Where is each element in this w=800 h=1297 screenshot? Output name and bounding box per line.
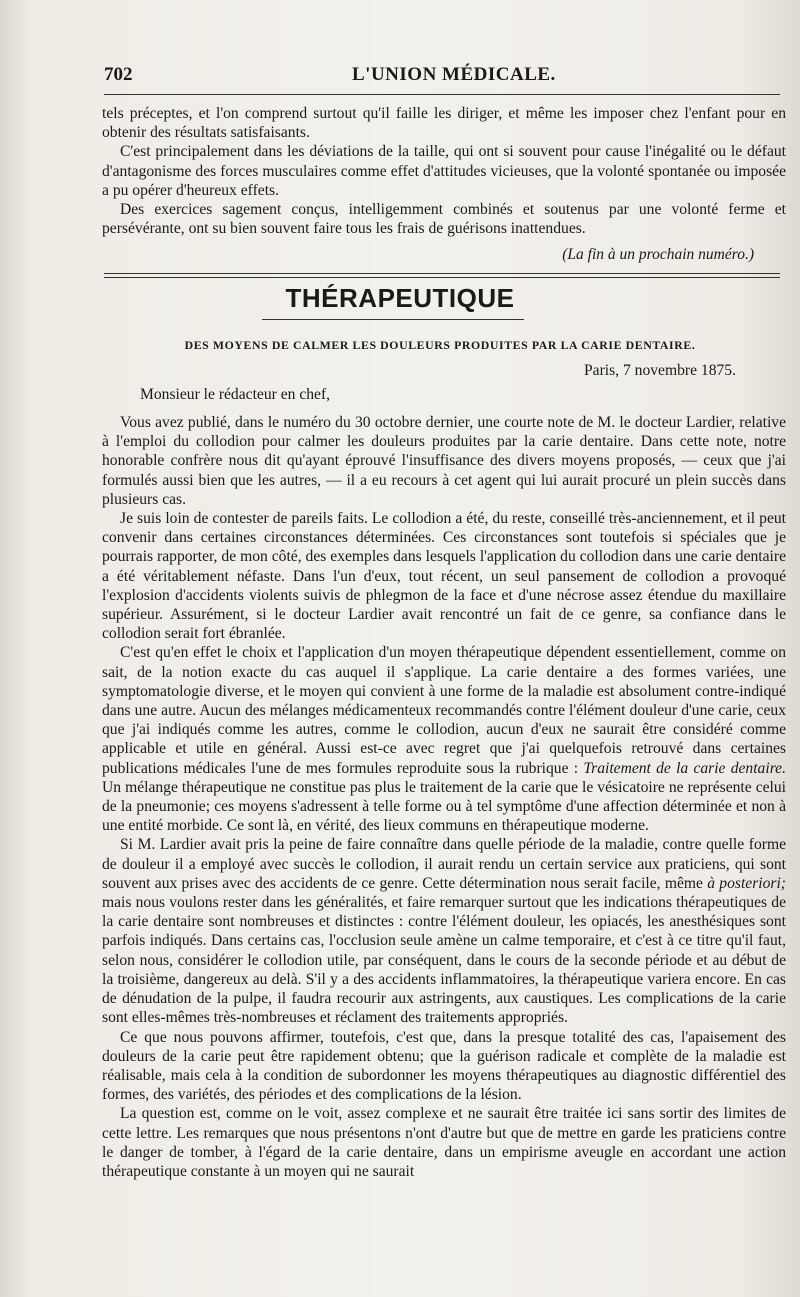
article-paragraph: Ce que nous pouvons affirmer, toutefois, c'est que, dans la presque totalité des cas, l'apaisement des douleurs de la carie peut être rapidement obtenu; que la guérison radicale et complète de la maladie est réalisable, mais cela à la condition de subordonner les moyens thérapeutiques au diagnostic différentiel des formes, des variétés, des périodes et des complications de la lésion. xyxy=(102,1028,786,1104)
page-number: 702 xyxy=(104,64,133,85)
article-paragraph: La question est, comme on le voit, assez complexe et ne saurait être traitée ici sans sortir des limites de cette lettre. Les remarques que nous présentons n'ont d'autre but que de mettre en garde les praticiens contre le danger de tomber, à l'égard de la carie dentaire, dans un empirisme aveugle en accordant une action thérapeutique constante à un moyen qui ne saurait xyxy=(102,1105,786,1180)
paragraph-text: Un mélange thérapeutique ne constitue pas plus le traitement de la carie que le vésicatoire ne représente celui de la pneumonie; ces moyens s'adressent à telle forme ou à tel symptôme d'une affection déterminée et non à une entité morbide. Ce sont là, en vérité, des lieux communs en thérapeutique moderne. xyxy=(102,778,786,835)
article-body xyxy=(102,413,786,1181)
section-heading: THÉRAPEUTIQUE xyxy=(285,283,515,313)
paragraph-text: C'est qu'en effet le choix et l'application d'un moyen thérapeutique dépendent essentiellement, comme on sait, de la notion exacte du cas auquel il s'applique. La carie dentaire a des formes variées, une symptomatologie diverse, et le moyen qui convient à une forme de la maladie est absolument contre-indiqué dans une autre. Aucun des mélanges médicamenteux recommandés contre l'élément douleur d'une carie, ceux que j'ai indiqués comme les autres, comme le collodion, aucun d'eux ne saurait être considéré comme applicable et utile en général. Aussi est-ce avec regret que j'ai quelquefois retrouvé dans certaines publications médicales l'une de mes formules reproduite sous la rubrique : xyxy=(102,644,786,777)
article-paragraph: Vous avez publié, dans le numéro du 30 octobre dernier, une courte note de M. le docteur Lardier, relative à l'emploi du collodion pour calmer les douleurs produites par la carie dentaire. Dans cette note, notre honorable confrère nous dit qu'ayant éprouvé l'insuffisance des divers moyens proposés, — ceux que j'ai formulés aussi bien que les autres, — il a eu recours à cet agent qui lui aurait procuré un plein succès dans plusieurs cas. xyxy=(102,414,786,508)
article-paragraph xyxy=(102,835,786,1027)
salutation: Monsieur le rédacteur en chef, xyxy=(140,386,331,403)
article-paragraph xyxy=(102,643,786,835)
continued-article xyxy=(102,104,786,238)
section-divider xyxy=(104,277,780,278)
article-paragraph: Je suis loin de contester de pareils faits. Le collodion a été, du reste, conseillé très-anciennement, et il peut convenir dans certaines circonstances déterminées. Ces circonstances sont toutefois si spéciales que je pourrais rapporter, de mon côté, des exemples dans lesquels l'application du collodion dans une carie dentaire a été véritablement néfaste. Dans l'un d'eux, tout récent, un seul pansement de collodion a provoqué l'explosion d'accidents violents suivis de phlegmon de la face et d'une nécrose assez étendue du maxillaire supérieur. Assurément, si le docteur Lardier avait rencontré un fait de ce genre, sa confiance dans le collodion serait fort ébranlée. xyxy=(102,510,786,643)
journal-title: L'UNION MÉDICALE. xyxy=(352,64,556,85)
heading-underline xyxy=(262,319,524,320)
paragraph-text: mais nous voulons rester dans les généralités, et faire remarquer surtout que les indications thérapeutiques de la carie dentaire sont nombreuses et distinctes : contre l'élément douleur, les opiacés, les anesthésiques sont parfois indiqués. Dans certains cas, l'occlusion seule amène un calme temporaire, et c'est à ce titre qu'il faut, selon nous, considérer le collodion utile, par conséquent, dans le cours de la seconde période et au début de la troisième, dangereux au delà. S'il y a des accidents inflammatoires, la thérapeutique variera encore. En cas de dénudation de la pulpe, il faudra recourir aux astringents, aux caustiques. Les complications de la carie sont elles-mêmes très-nombreuses et réclament des traitements appropriés. xyxy=(102,894,786,1027)
article-title: DES MOYENS DE CALMER LES DOULEURS PRODUITES PAR LA CARIE DENTAIRE. xyxy=(184,338,696,352)
italic-rubric: Traitement de la carie dentaire. xyxy=(583,759,787,777)
header-rule xyxy=(104,94,780,95)
dateline: Paris, 7 novembre 1875. xyxy=(583,362,736,379)
paragraph-text: Si M. Lardier avait pris la peine de faire connaître dans quelle période de la maladie, contre quelle forme de douleur il a employé avec succès le collodion, il aurait rendu un certain service aux praticiens, qui sont souvent aux prises avec des accidents de ce genre. Cette détermination nous serait facile, même xyxy=(102,836,786,892)
page-header xyxy=(104,58,784,90)
continued-paragraph: tels préceptes, et l'on comprend surtout qu'il faille les diriger, et même les imposer chez l'enfant pour en obtenir des résultats satisfaisants. xyxy=(102,105,786,142)
section-divider xyxy=(104,273,780,274)
continued-paragraph: C'est principalement dans les déviations de la taille, qui ont si souvent pour cause l'inégalité ou le défaut d'antagonisme des forces musculaires comme effet d'attitudes vicieuses, que la volonté spontanée ou imposée a pu opérer d'heureux effets. xyxy=(102,143,786,199)
continuation-note: (La fin à un prochain numéro.) xyxy=(562,246,754,263)
continued-paragraph: Des exercices sagement conçus, intelligemment combinés et soutenus par une volonté ferme et persévérante, ont su bien souvent faire tous les frais de guérisons inattendues. xyxy=(102,201,786,238)
italic-phrase: à posteriori; xyxy=(707,874,786,892)
